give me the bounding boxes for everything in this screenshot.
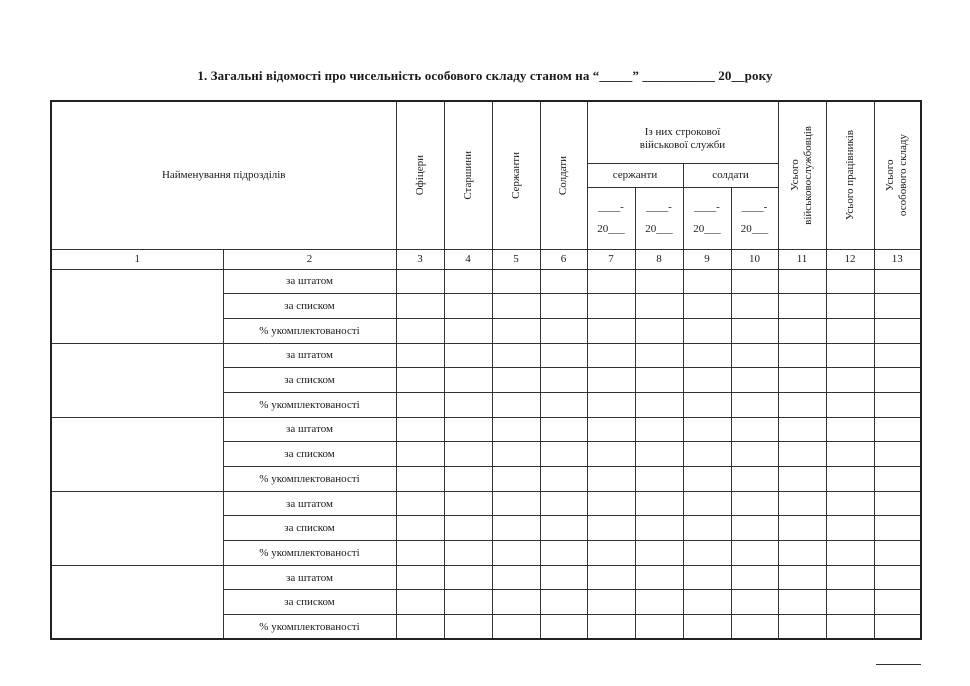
- data-cell[interactable]: [874, 565, 921, 590]
- data-cell[interactable]: [635, 590, 683, 615]
- data-cell[interactable]: [635, 491, 683, 516]
- data-cell[interactable]: [778, 590, 826, 615]
- data-cell[interactable]: [731, 318, 778, 343]
- data-cell[interactable]: [874, 442, 921, 467]
- row-label: % укомплектованості: [223, 615, 396, 640]
- conscript-soldiers-header: солдати: [683, 163, 778, 187]
- row-label: % укомплектованості: [223, 318, 396, 343]
- data-cell[interactable]: [396, 442, 444, 467]
- column-number: 1: [51, 249, 223, 269]
- data-cell[interactable]: [396, 318, 444, 343]
- data-cell[interactable]: [635, 417, 683, 442]
- data-cell[interactable]: [396, 392, 444, 417]
- column-number: 7: [587, 249, 635, 269]
- data-cell[interactable]: [492, 417, 540, 442]
- data-cell[interactable]: [587, 368, 635, 393]
- data-cell[interactable]: [683, 516, 731, 541]
- row-label: за списком: [223, 516, 396, 541]
- data-cell[interactable]: [874, 417, 921, 442]
- data-cell[interactable]: [683, 343, 731, 368]
- data-cell[interactable]: [683, 417, 731, 442]
- row-label: за списком: [223, 442, 396, 467]
- data-cell[interactable]: [778, 615, 826, 640]
- data-cell[interactable]: [540, 615, 587, 640]
- data-cell[interactable]: [396, 269, 444, 294]
- data-cell[interactable]: [778, 516, 826, 541]
- unit-name-cell[interactable]: [51, 565, 223, 639]
- data-cell[interactable]: [826, 541, 874, 566]
- data-cell[interactable]: [826, 417, 874, 442]
- data-cell[interactable]: [540, 541, 587, 566]
- data-cell[interactable]: [540, 491, 587, 516]
- data-cell[interactable]: [826, 491, 874, 516]
- data-cell[interactable]: [731, 269, 778, 294]
- data-cell[interactable]: [731, 541, 778, 566]
- data-cell[interactable]: [635, 541, 683, 566]
- unit-name-cell[interactable]: [51, 343, 223, 417]
- data-cell[interactable]: [826, 516, 874, 541]
- data-cell[interactable]: [826, 368, 874, 393]
- data-cell[interactable]: [683, 565, 731, 590]
- table-body: [51, 269, 921, 639]
- header-row-1: [51, 101, 921, 163]
- data-cell[interactable]: [396, 615, 444, 640]
- data-cell[interactable]: [826, 392, 874, 417]
- conscripts-group-header: Із них строкової військової служби: [587, 101, 778, 163]
- data-cell[interactable]: [778, 467, 826, 492]
- data-cell[interactable]: [635, 343, 683, 368]
- data-cell[interactable]: [731, 417, 778, 442]
- data-cell[interactable]: [826, 318, 874, 343]
- data-cell[interactable]: [874, 590, 921, 615]
- row-label: за штатом: [223, 269, 396, 294]
- data-cell[interactable]: [731, 565, 778, 590]
- data-cell[interactable]: [587, 467, 635, 492]
- data-cell[interactable]: [540, 417, 587, 442]
- data-cell[interactable]: [635, 467, 683, 492]
- data-cell[interactable]: [874, 491, 921, 516]
- unit-name-cell[interactable]: [51, 269, 223, 343]
- data-cell[interactable]: [874, 392, 921, 417]
- data-cell[interactable]: [683, 615, 731, 640]
- data-cell[interactable]: [492, 318, 540, 343]
- data-cell[interactable]: [540, 368, 587, 393]
- data-cell[interactable]: [587, 442, 635, 467]
- data-cell[interactable]: [874, 516, 921, 541]
- data-cell[interactable]: [540, 467, 587, 492]
- data-cell[interactable]: [492, 516, 540, 541]
- data-cell[interactable]: [492, 565, 540, 590]
- data-cell[interactable]: [731, 615, 778, 640]
- data-cell[interactable]: [731, 368, 778, 393]
- data-cell[interactable]: [540, 343, 587, 368]
- data-cell[interactable]: [444, 294, 492, 319]
- unit-name-cell[interactable]: [51, 417, 223, 491]
- data-cell[interactable]: [587, 565, 635, 590]
- data-cell[interactable]: [635, 269, 683, 294]
- data-cell[interactable]: [874, 368, 921, 393]
- data-cell[interactable]: [444, 392, 492, 417]
- data-cell[interactable]: [587, 343, 635, 368]
- column-number: 3: [396, 249, 444, 269]
- row-label: % укомплектованості: [223, 467, 396, 492]
- data-cell[interactable]: [731, 392, 778, 417]
- data-cell[interactable]: [683, 590, 731, 615]
- column-number: 6: [540, 249, 587, 269]
- data-cell[interactable]: [635, 442, 683, 467]
- data-cell[interactable]: [396, 491, 444, 516]
- data-cell[interactable]: [540, 565, 587, 590]
- data-cell[interactable]: [540, 269, 587, 294]
- column-number: 8: [635, 249, 683, 269]
- data-cell[interactable]: [396, 516, 444, 541]
- data-cell[interactable]: [778, 318, 826, 343]
- data-cell[interactable]: [587, 615, 635, 640]
- data-cell[interactable]: [396, 590, 444, 615]
- data-cell[interactable]: [492, 467, 540, 492]
- soldiers-header: Солдати: [540, 101, 587, 249]
- column-number: 12: [826, 249, 874, 269]
- data-cell[interactable]: [492, 615, 540, 640]
- data-cell[interactable]: [683, 467, 731, 492]
- data-cell[interactable]: [874, 269, 921, 294]
- data-cell[interactable]: [396, 294, 444, 319]
- data-cell[interactable]: [396, 565, 444, 590]
- data-cell[interactable]: [778, 269, 826, 294]
- sergeants-header: Сержанти: [492, 101, 540, 249]
- data-cell[interactable]: [635, 392, 683, 417]
- data-cell[interactable]: [874, 318, 921, 343]
- table-row: [51, 269, 921, 294]
- data-cell[interactable]: [778, 343, 826, 368]
- data-cell[interactable]: [540, 318, 587, 343]
- data-cell[interactable]: [778, 368, 826, 393]
- data-cell[interactable]: [396, 467, 444, 492]
- data-cell[interactable]: [396, 343, 444, 368]
- data-cell[interactable]: [444, 343, 492, 368]
- total-employees-header: Усього працівників: [826, 101, 874, 249]
- data-cell[interactable]: [874, 343, 921, 368]
- data-cell[interactable]: [731, 491, 778, 516]
- column-number: 5: [492, 249, 540, 269]
- data-cell[interactable]: [731, 590, 778, 615]
- data-cell[interactable]: [444, 516, 492, 541]
- data-cell[interactable]: [826, 343, 874, 368]
- data-cell[interactable]: [492, 392, 540, 417]
- unit-name-cell[interactable]: [51, 491, 223, 565]
- data-cell[interactable]: [683, 392, 731, 417]
- column-number: 4: [444, 249, 492, 269]
- total-military-header: Усього військовослужбовців: [778, 101, 826, 249]
- data-cell[interactable]: [778, 417, 826, 442]
- data-cell[interactable]: [826, 565, 874, 590]
- row-label: за штатом: [223, 565, 396, 590]
- row-label: за штатом: [223, 343, 396, 368]
- period-cell: ____- 20___: [731, 187, 778, 249]
- data-cell[interactable]: [444, 541, 492, 566]
- data-cell[interactable]: [635, 368, 683, 393]
- row-label: за штатом: [223, 491, 396, 516]
- table-row: [51, 565, 921, 590]
- data-cell[interactable]: [826, 269, 874, 294]
- period-cell: ____- 20___: [635, 187, 683, 249]
- data-cell[interactable]: [587, 294, 635, 319]
- unit-name-header: Найменування підрозділів: [51, 101, 396, 249]
- data-cell[interactable]: [540, 442, 587, 467]
- data-cell[interactable]: [492, 368, 540, 393]
- data-cell[interactable]: [444, 565, 492, 590]
- column-numbers-row: [51, 249, 921, 269]
- data-cell[interactable]: [778, 442, 826, 467]
- data-cell[interactable]: [826, 467, 874, 492]
- data-cell[interactable]: [635, 565, 683, 590]
- column-number: 11: [778, 249, 826, 269]
- data-cell[interactable]: [635, 318, 683, 343]
- data-cell[interactable]: [587, 491, 635, 516]
- data-cell[interactable]: [492, 294, 540, 319]
- table-row: [51, 343, 921, 368]
- data-cell[interactable]: [444, 442, 492, 467]
- data-cell[interactable]: [492, 491, 540, 516]
- data-cell[interactable]: [731, 343, 778, 368]
- data-cell[interactable]: [778, 541, 826, 566]
- row-label: за списком: [223, 294, 396, 319]
- data-cell[interactable]: [635, 516, 683, 541]
- data-cell[interactable]: [683, 294, 731, 319]
- form-title: 1. Загальні відомості про чисельність особового складу станом на “_____” ___________ 20__року: [197, 68, 773, 83]
- column-number: 9: [683, 249, 731, 269]
- data-cell[interactable]: [444, 491, 492, 516]
- data-cell[interactable]: [444, 318, 492, 343]
- data-cell[interactable]: [778, 294, 826, 319]
- data-cell[interactable]: [826, 590, 874, 615]
- data-cell[interactable]: [635, 615, 683, 640]
- warrant-officers-header: Старшини: [444, 101, 492, 249]
- row-label: за списком: [223, 590, 396, 615]
- column-number: 2: [223, 249, 396, 269]
- table-row: [51, 491, 921, 516]
- data-cell[interactable]: [683, 368, 731, 393]
- row-label: за списком: [223, 368, 396, 393]
- data-cell[interactable]: [731, 294, 778, 319]
- data-cell[interactable]: [587, 269, 635, 294]
- personnel-table: [50, 100, 922, 640]
- data-cell[interactable]: [444, 590, 492, 615]
- data-cell[interactable]: [587, 516, 635, 541]
- conscript-sergeants-header: сержанти: [587, 163, 683, 187]
- data-cell[interactable]: [778, 491, 826, 516]
- table-row: [51, 417, 921, 442]
- column-number: 13: [874, 249, 921, 269]
- period-cell: ____- 20___: [683, 187, 731, 249]
- data-cell[interactable]: [826, 442, 874, 467]
- data-cell[interactable]: [683, 442, 731, 467]
- row-label: % укомплектованості: [223, 392, 396, 417]
- data-cell[interactable]: [444, 417, 492, 442]
- data-cell[interactable]: [396, 541, 444, 566]
- data-cell[interactable]: [540, 294, 587, 319]
- footer-line: [876, 664, 921, 665]
- data-cell[interactable]: [587, 318, 635, 343]
- data-cell[interactable]: [683, 491, 731, 516]
- data-cell[interactable]: [396, 368, 444, 393]
- data-cell[interactable]: [492, 343, 540, 368]
- data-cell[interactable]: [396, 417, 444, 442]
- data-cell[interactable]: [540, 590, 587, 615]
- data-cell[interactable]: [874, 467, 921, 492]
- data-cell[interactable]: [444, 615, 492, 640]
- data-cell[interactable]: [492, 269, 540, 294]
- data-cell[interactable]: [731, 442, 778, 467]
- data-cell[interactable]: [874, 294, 921, 319]
- data-cell[interactable]: [683, 269, 731, 294]
- data-cell[interactable]: [444, 368, 492, 393]
- data-cell[interactable]: [683, 318, 731, 343]
- data-cell[interactable]: [826, 294, 874, 319]
- data-cell[interactable]: [587, 590, 635, 615]
- data-cell[interactable]: [540, 516, 587, 541]
- officers-header: Офіцери: [396, 101, 444, 249]
- period-cell: ____- 20___: [587, 187, 635, 249]
- data-cell[interactable]: [731, 467, 778, 492]
- data-cell[interactable]: [778, 392, 826, 417]
- data-cell[interactable]: [587, 541, 635, 566]
- column-number: 10: [731, 249, 778, 269]
- data-cell[interactable]: [492, 541, 540, 566]
- data-cell[interactable]: [444, 467, 492, 492]
- data-cell[interactable]: [731, 516, 778, 541]
- data-cell[interactable]: [778, 565, 826, 590]
- row-label: % укомплектованості: [223, 541, 396, 566]
- data-cell[interactable]: [874, 541, 921, 566]
- data-cell[interactable]: [826, 615, 874, 640]
- data-cell[interactable]: [874, 615, 921, 640]
- data-cell[interactable]: [492, 590, 540, 615]
- data-cell[interactable]: [492, 442, 540, 467]
- row-label: за штатом: [223, 417, 396, 442]
- data-cell[interactable]: [540, 392, 587, 417]
- data-cell[interactable]: [683, 541, 731, 566]
- total-personnel-header: Усього особового складу: [874, 101, 921, 249]
- data-cell[interactable]: [587, 417, 635, 442]
- data-cell[interactable]: [635, 294, 683, 319]
- data-cell[interactable]: [444, 269, 492, 294]
- data-cell[interactable]: [587, 392, 635, 417]
